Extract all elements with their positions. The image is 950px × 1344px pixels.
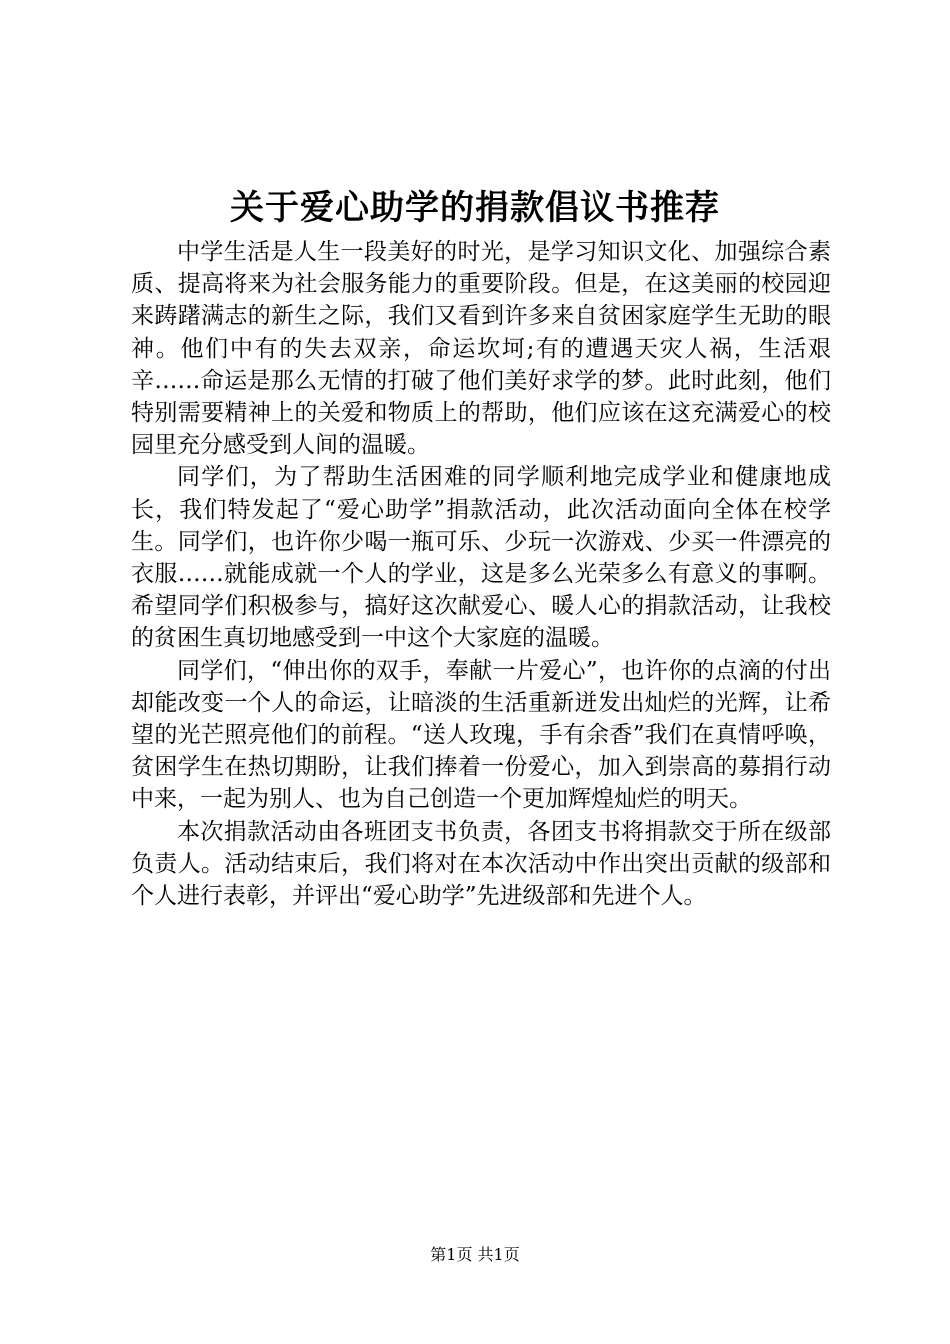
paragraph-1: 中学生活是人生一段美好的时光，是学习知识文化、加强综合素质、提高将来为社会服务能力的重要阶段。但是，在这美丽的校园迎来踌躇满志的新生之际，我们又看到许多来自贫困家庭学生无助的眼神。他们中有的失去双亲，命运坎坷;有的遭遇天灾人祸，生活艰辛……命运是那么无情的打破了他们美好求学的梦。此时此刻，他们特别需要精神上的关爱和物质上的帮助，他们应该在这充满爱心的校园里充分感受到人间的温暖。 — [131, 239, 831, 459]
paragraph-4: 本次捐款活动由各班团支书负责，各团支书将捐款交于所在级部负责人。活动结束后，我们将对在本次活动中作出突出贡献的级部和个人进行表彰，并评出“爱心助学”先进级部和先进个人。 — [131, 818, 831, 910]
document-body — [131, 236, 831, 912]
paragraph-3: 同学们，“伸出你的双手，奉献一片爱心”，也许你的点滴的付出却能改变一个人的命运，让暗淡的生活重新迸发出灿烂的光辉，让希望的光芒照亮他们的前程。“送人玫瑰，手有余香”我们在真情呼唤，贫困学生在热切期盼，让我们捧着一份爱心，加入到崇高的募捐行动中来，一起为别人、也为自己创造一个更加辉煌灿烂的明天。 — [131, 657, 831, 813]
document-title: 关于爱心助学的捐款倡议书推荐 — [230, 188, 720, 228]
paragraph-2: 同学们，为了帮助生活困难的同学顺利地完成学业和健康地成长，我们特发起了“爱心助学”捐款活动，此次活动面向全体在校学生。同学们，也许你少喝一瓶可乐、少玩一次游戏、少买一件漂亮的衣服……就能成就一个人的学业，这是多么光荣多么有意义的事啊。希望同学们积极参与，搞好这次献爱心、暖人心的捐款活动，让我校的贫困生真切地感受到一中这个大家庭的温暖。 — [131, 464, 831, 652]
page-footer: 第1页 共1页 — [430, 1245, 520, 1264]
